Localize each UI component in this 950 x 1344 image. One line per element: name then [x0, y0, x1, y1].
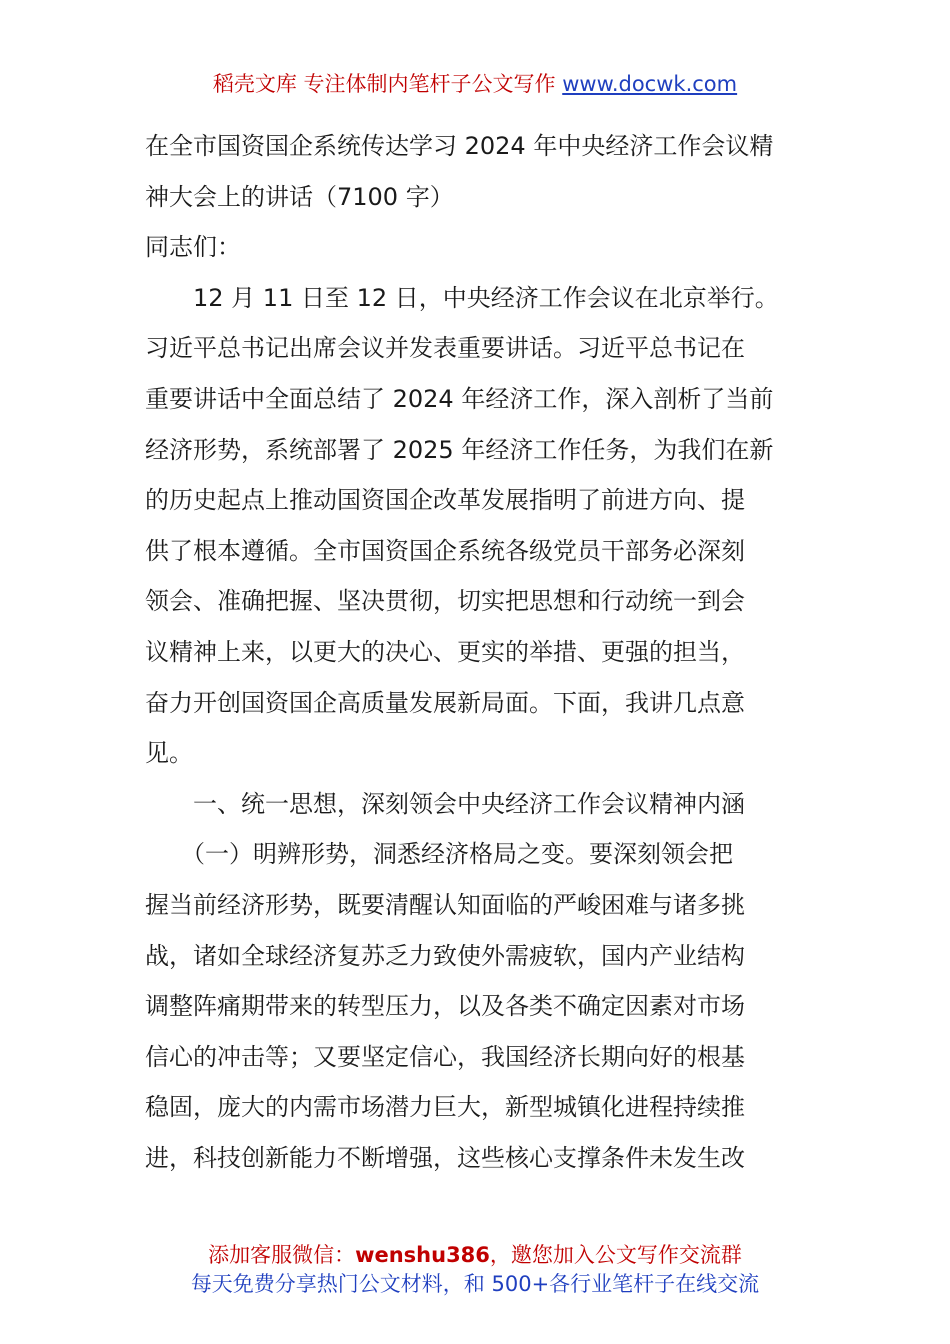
page-footer	[0, 1241, 950, 1299]
paragraph-line: 信心的冲击等；又要坚定信心，我国经济长期向好的根基	[145, 1042, 745, 1071]
footer-share-line: 每天免费分享热门公文材料，和 500+各行业笔杆子在线交流	[190, 1272, 760, 1296]
paragraph-line: 的历史起点上推动国资国企改革发展指明了前进方向、提	[145, 486, 745, 515]
salutation: 同志们：	[145, 233, 241, 262]
header-url-link[interactable]: www.docwk.com	[562, 72, 738, 96]
footer-wechat-line	[0, 1241, 950, 1270]
paragraph-line: 重要讲话中全面总结了 2024 年经济工作，深入剖析了当前	[145, 384, 774, 413]
paragraph-line: 议精神上来，以更大的决心、更实的举措、更强的担当，	[145, 637, 745, 666]
paragraph-line: 战，诸如全球经济复苏乏力致使外需疲软，国内产业结构	[145, 941, 745, 970]
paragraph-line: 经济形势，系统部署了 2025 年经济工作任务，为我们在新	[145, 435, 774, 464]
footer-prefix: 添加客服微信：	[208, 1243, 356, 1267]
paragraph-line: 见。	[145, 739, 193, 768]
footer-wechat-id: wenshu386	[355, 1243, 490, 1267]
footer-suffix: ，邀您加入公文写作交流群	[489, 1243, 742, 1267]
paragraph-line: 握当前经济形势，既要清醒认知面临的严峻困难与诸多挑	[145, 890, 745, 919]
section-heading: 一、统一思想，深刻领会中央经济工作会议精神内涵	[145, 789, 745, 818]
document-body	[145, 121, 809, 1183]
header-brand-text: 稻壳文库 专注体制内笔杆子公文写作	[212, 72, 563, 96]
paragraph-line: 奋力开创国资国企高质量发展新局面。下面，我讲几点意	[145, 688, 745, 717]
paragraph-line: （一）明辨形势，洞悉经济格局之变。要深刻领会把	[145, 840, 733, 869]
paragraph-line: 供了根本遵循。全市国资国企系统各级党员干部务必深刻	[145, 536, 745, 565]
paragraph-line: 领会、准确把握、坚决贯彻，切实把思想和行动统一到会	[145, 587, 745, 616]
paragraph-line: 12 月 11 日至 12 日，中央经济工作会议在北京举行。	[145, 283, 779, 312]
paragraph-line: 习近平总书记出席会议并发表重要讲话。习近平总书记在	[145, 334, 745, 363]
paragraph-line: 进，科技创新能力不断增强，这些核心支撑条件未发生改	[145, 1143, 745, 1172]
doc-title-line-2: 神大会上的讲话（7100 字）	[145, 182, 454, 211]
paragraph-line: 稳固，庞大的内需市场潜力巨大，新型城镇化进程持续推	[145, 1093, 745, 1122]
paragraph-line: 调整阵痛期带来的转型压力，以及各类不确定因素对市场	[145, 992, 745, 1021]
doc-title-line-1: 在全市国资国企系统传达学习 2024 年中央经济工作会议精	[145, 132, 774, 160]
page-header	[0, 70, 950, 98]
